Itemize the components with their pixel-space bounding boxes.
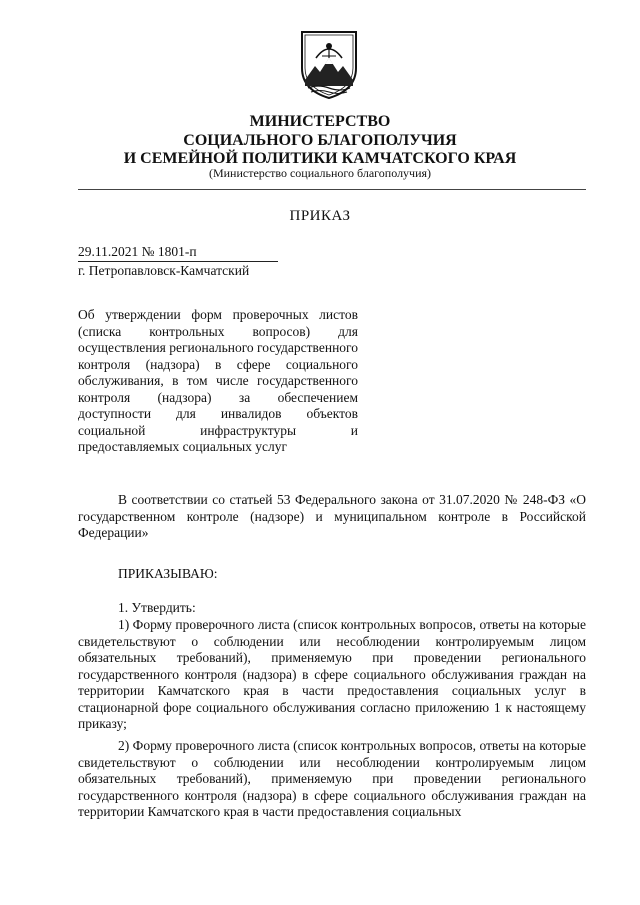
org-name-line1: МИНИСТЕРСТВО (249, 113, 391, 130)
order-word: ПРИКАЗЫВАЮ: (118, 566, 218, 581)
header-divider (78, 189, 586, 190)
preamble-paragraph: В соответствии со статьей 53 Федерального закона от 31.07.2020 № 248-ФЗ «О государственном контроле (надзоре) и муниципальном контроле в Российской Федерации» (78, 492, 586, 540)
org-name-line2: СОЦИАЛЬНОГО БЛАГОПОЛУЧИЯ (183, 132, 457, 149)
org-name-line3: И СЕМЕЙНОЙ ПОЛИТИКИ КАМЧАТСКОГО КРАЯ (123, 150, 517, 167)
document-type-title: ПРИКАЗ (289, 208, 351, 224)
approve-paragraph: 1. Утвердить: (118, 600, 196, 615)
item-2-paragraph: 2) Форму проверочного листа (список контрольных вопросов, ответы на которые свидетельствуют о соблюдении или несоблюдении контролируемым лицом обязательных требований), применяемую при проведении регионального государственного контроля (надзора) в сфере социального обслуживания граждан на территории Камчатского края в части предоставления социальных (78, 738, 586, 819)
kamchatka-coat-of-arms-icon (298, 28, 360, 100)
document-date-number: 29.11.2021 № 1801-п (78, 244, 278, 262)
document-city: г. Петропавловск-Камчатский (78, 263, 250, 278)
org-short-name: (Министерство социального благополучия) (208, 166, 432, 180)
document-subject: Об утверждении форм проверочных листов (списка контрольных вопросов) для осуществления регионального государственного контроля (надзора) в сфере социального обслуживания, в том числе государственного контроля (надзора) за обеспечением доступности для инвалидов объектов социальной инфраструктуры и предоставляемых социальных услуг (78, 307, 358, 454)
item-1-paragraph: 1) Форму проверочного листа (список контрольных вопросов, ответы на которые свидетельствуют о соблюдении или несоблюдении контролируемым лицом обязательных требований), применяемую при проведении регионального государственного контроля (надзора) в сфере социального обслуживания граждан на территории Камчатского края в части предоставления социальных услуг в стационарной форе социального обслуживания согласно приложению 1 к настоящему приказу; (78, 617, 586, 731)
